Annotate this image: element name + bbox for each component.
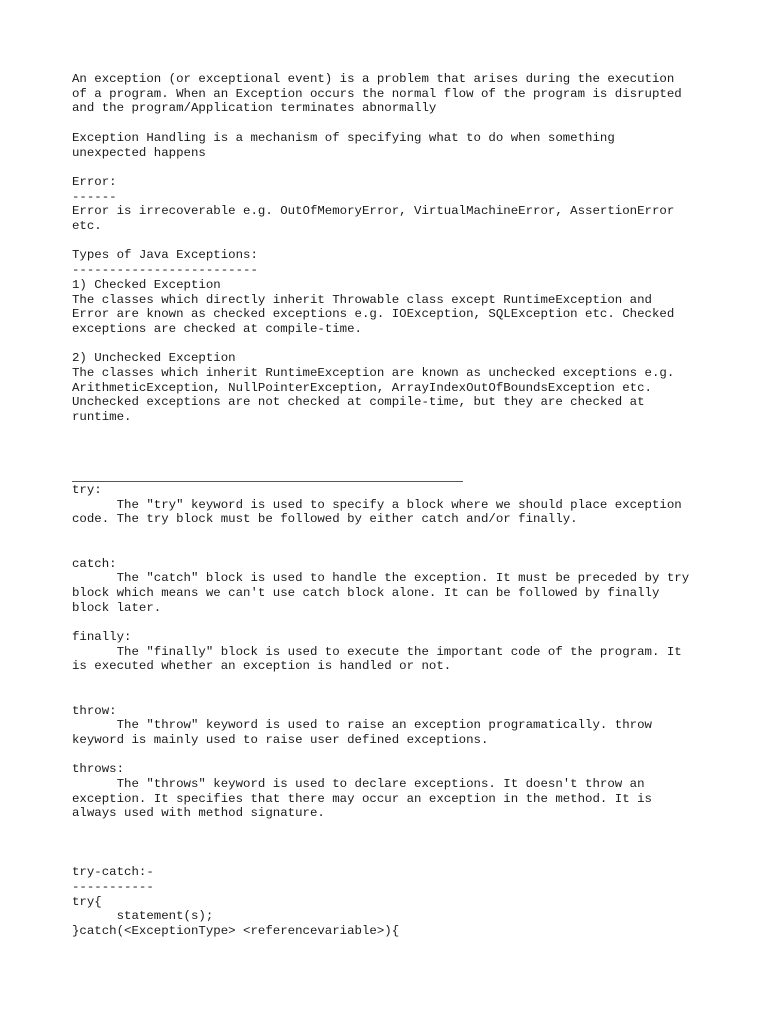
section-divider: [72, 481, 463, 482]
exception-keywords-text: try: The "try" keyword is used to specify a block where we should place exception code. The try block must be followed by either catch and/or finally. catch: The "catch" block is used to handle the exception. It must be preceded by try block which means we can't use catch block alone. It can be followed by finally block later. finally: The "finally" block is used to execute the important code of the program. It is executed whether an exception is handled or not. throw: The "throw" keyword is used to raise an exception programatically. throw keyword is mainly used to raise user defined exceptions. throws: The "throws" keyword is used to declare exceptions. It doesn't throw an exception. It specifies that there may occur an exception in the method. It is always used with method signature. try-catch:- ----------- try{ statement(s); }catch(<ExceptionType> <referencevariable>){: [72, 483, 690, 939]
exception-intro-text: An exception (or exceptional event) is a problem that arises during the execution of a program. When an Exception occurs the normal flow of the program is disrupted and the program/Application terminates abnormally Exception Handling is a mechanism of specifying what to do when something unexpected happens Error: ------ Error is irrecoverable e.g. OutOfMemoryError, VirtualMachineError, AssertionError etc. Types of Java Exceptions: ------------------------- 1) Checked Exception The classes which directly inherit Throwable class except RuntimeException and Error are known as checked exceptions e.g. IOException, SQLException etc. Checked exceptions are checked at compile-time. 2) Unchecked Exception The classes which inherit RuntimeException are known as unchecked exceptions e.g. ArithmeticException, NullPointerException, ArrayIndexOutOfBoundsException etc. Unchecked exceptions are not checked at compile-time, but they are checked at runtime.: [72, 72, 682, 425]
